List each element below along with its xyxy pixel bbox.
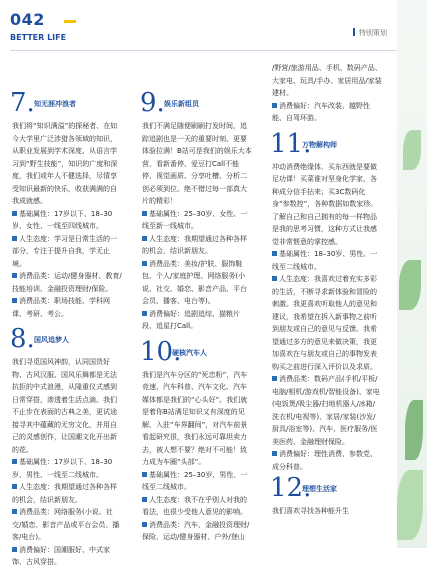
section-10-attr-3: 消费品类：汽车、金融投资理财/保险、运动/健身器材、户外/登山 — [142, 520, 250, 541]
leaf-shape — [403, 130, 421, 170]
section-7-number: 7. — [10, 88, 35, 118]
header-section — [353, 28, 387, 38]
section-7-head — [10, 88, 122, 120]
section-7-attr-2: 人生态度：学习是日常生活的一部分，专注于提升自我，学无止境。 — [12, 234, 117, 268]
section-10-attr-2: 人生态度：我不在乎别人对我的看法，也很少受他人意见的影响。 — [142, 495, 247, 516]
section-8-attr-3: 消费品类：网络服务(小说、社交/婚恋、影音产品或平台会员、播客/电台)。 — [12, 508, 120, 541]
section-11-head — [270, 128, 382, 161]
section-8-title: 国风追梦人 — [34, 336, 69, 344]
section-9-attr-2: 人生态度：我期望通过各种各样的机会，结识新朋友。 — [142, 234, 247, 255]
section-8-attr-2: 人生态度：我期望通过各种各样的机会，结识新朋友。 — [12, 483, 117, 504]
section-8-number: 8. — [10, 324, 35, 354]
section-8-text: 我们寻觅国风神韵，认同国货好物、古风汉服、国风乐舞都是无法抗拒的中式浪漫，从隆重仪式感到日常穿搭，渗透着生活点滴。我们不止步在表面的古典之美，更试途接寻其中蕴藏的无穷文化，并用自己的灵感创作，让国潮文化开出新的花。 — [12, 358, 117, 454]
section-9-text: 我们不满足随便刷刷打发时间，追踪追剧也是一天的重要时刻、更要体验拉满！B站可是我们的娱乐大本营，看新番停、爱豆打Call不能停、视觉画质、分享吐槽、分析二创必须到位。绝不错过每一部真大片的精彩！ — [142, 122, 252, 205]
leaf-shape — [399, 260, 421, 310]
section-7-title: 知无涯冲浪者 — [34, 100, 76, 108]
column-1 — [12, 62, 122, 569]
header-section-label: 特别策划 — [359, 29, 387, 37]
section-11-attr-3: 消费品类：数码产品(手机/平板/电脑/相机/游戏机/智能设备)、家电(电饭煲/吸尘器/扫地机器人/冰箱/洗衣机/电视等)、家居/家装(沙发/厨具/浴室等)、汽车、医疗服务/医美医药、金融理财保险。 — [272, 375, 380, 446]
section-11-title: 万物解构师 — [302, 140, 337, 149]
section-11-attr-1: 基础属性：18–30岁、男性、一线至二线城市。 — [272, 250, 378, 271]
section-8-attr-4: 消费偏好：国潮服好、中式家饰、古风穿搭。 — [12, 545, 110, 566]
section-7-attr-1: 基础属性：17岁以下、18–30岁、女性、一线至四线城市。 — [12, 209, 113, 230]
section-8-head — [10, 324, 122, 356]
section-10-attr-1: 基础属性：25–30岁、男性、一线至二线城市。 — [142, 470, 248, 491]
section-7-attr-4: 消费品类：职场技能、学科网课、考研、考公。 — [12, 297, 110, 318]
section-11-attr-2: 人生态度：我喜欢过着充实多彩的生活，不断寻求新体验和冒险的刺激。我更喜欢听取他人的意见和建议，我希望在拆入新事物之前听到朋友或自己的意见与反馈。我希望通过多方的意见来做决策，我更加喜欢在与朋友或自己的事物发表购买之前进行深入评价以及求质。 — [272, 275, 377, 371]
section-12-text: 我们喜欢寻找各种能升生 — [272, 507, 349, 515]
section-9-attr-1: 基础属性：25–30岁、女性、一线至新一线城市。 — [142, 209, 248, 230]
column-2 — [142, 62, 252, 544]
section-10-title: 硬核汽车人 — [172, 348, 207, 357]
section-9-number: 9. — [140, 88, 165, 118]
section-10-head — [140, 336, 252, 369]
header-mark — [64, 20, 76, 23]
column-3 — [272, 62, 382, 518]
section-8-attr-1: 基础属性：17岁以下、18–30岁、男性、一线至二线城市。 — [12, 458, 113, 479]
section-9-title: 娱乐新组员 — [164, 100, 199, 108]
section-10-number: 10. — [140, 336, 182, 367]
section-11-number: 11. — [270, 128, 312, 159]
header-magazine: BETTER LIFE — [10, 33, 67, 42]
section-9-attr-3: 消费品类：美妆/护肤、服饰鞋包、个人/家庭护理、网络服务(小说、社交、婚恋、影音产品、平台会员、播客、电台等)。 — [142, 259, 247, 305]
section-9-head — [140, 88, 252, 120]
section-7-text: 我们将“知识满溢”的探秘者、在如今大学里广泛涉猎各领域的知识，从职业发展到学术深度、从语言学习到“野生技能”，知识的广度和深度，我们或年人不健选择，尽情享受知识最新的快乐，收获满满的自我成就感。 — [12, 122, 118, 205]
section-12-head — [270, 473, 382, 505]
section-11-attr-4: 消费偏好：理性消费、参数党、成分科普。 — [272, 450, 377, 471]
section-12-number: 12. — [270, 473, 312, 503]
leaf-shape — [397, 470, 423, 540]
section-10-attr-3-continued: /野营/旅游用品、手机、数码产品、大家电、玩具/手办、家居用品/家装建材。 — [272, 64, 382, 97]
section-9-attr-4: 消费偏好：追剧追综、猫粮片段、追星打Call。 — [142, 309, 240, 330]
section-12-title: 理想生活家 — [302, 485, 337, 493]
section-7-attr-3: 消费品类：运动/健身器材、教育/技能培训、金融投资理财/保险。 — [12, 272, 122, 293]
leaf-shape — [405, 400, 423, 460]
header-divider — [10, 50, 397, 51]
right-decoration — [397, 0, 427, 548]
section-10-attr-4: 消费偏好：汽车改装、越野性能、自驾环游。 — [272, 101, 370, 122]
header-issue: 042 — [10, 10, 45, 29]
section-10-text: 我们是汽车分区的“死忠粉”，汽车竞速、汽车科普、汽车文化、汽车媒体都是我们的“心头好”。我们就是着你B站满足知识又有深度的见解、入驻“车界翻间”，对汽车前景看起研究很，我们永远可靠坦卖力去，被人想不要？绝对不可能！致力成为车圈“头部”。 — [142, 370, 248, 466]
section-11-text: 冲动消费绝缘体，买东西就是要做足功课！买菜谁对坚身化学家，各种成分信手拈来；买3C数码化身“参数控”，各种数据如数家珍。了解自己和自己拥有的每一样物品是我的思考习惯，这种方式让我感觉非常惬意的掌控感。 — [272, 162, 378, 246]
